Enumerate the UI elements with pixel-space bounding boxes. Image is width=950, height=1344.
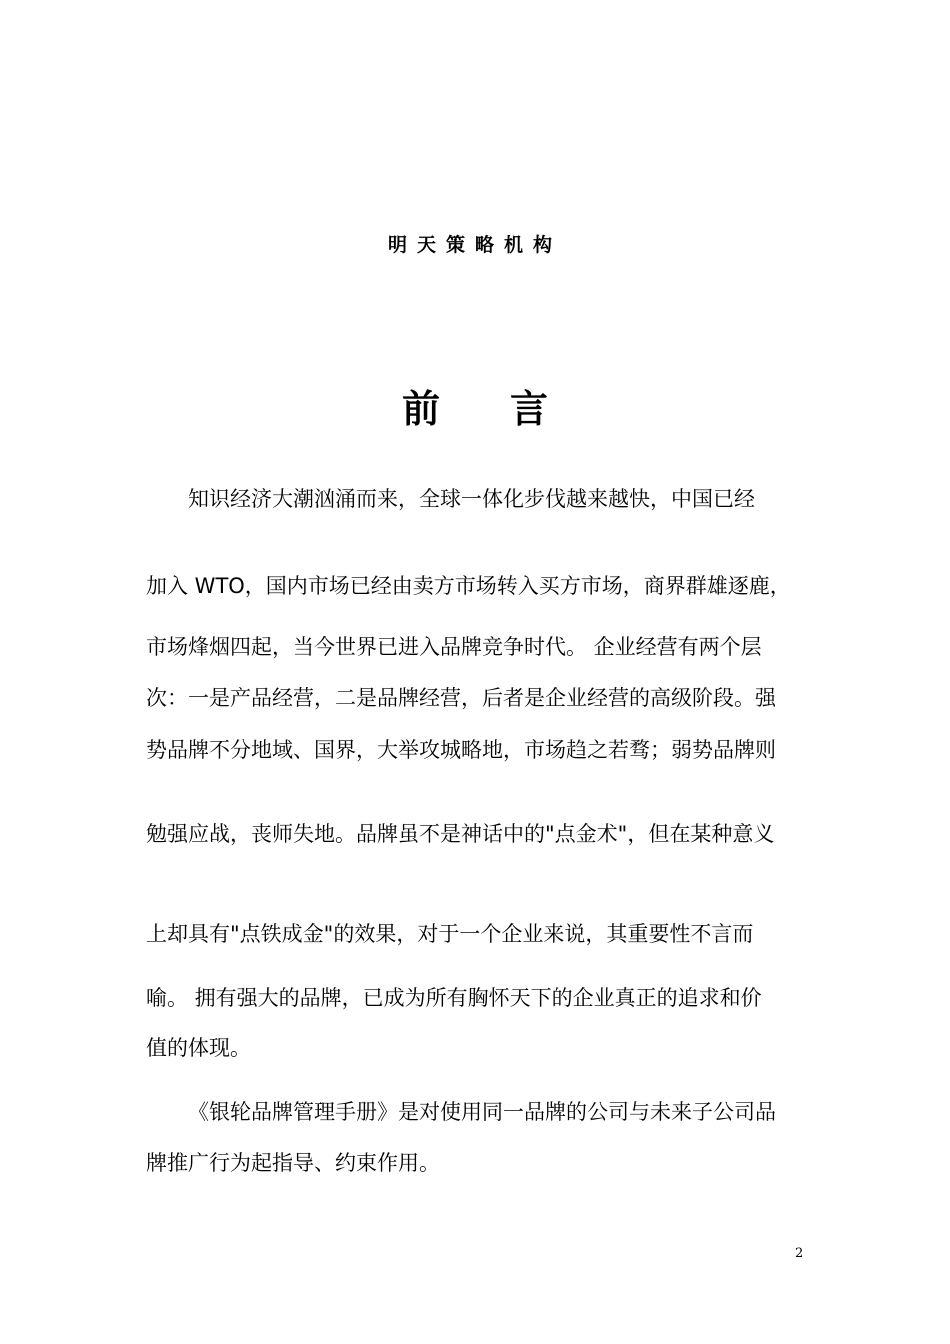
paragraph-line: 势品牌不分地域、国界，大举攻城略地，市场趋之若骛；弱势品牌则 bbox=[146, 738, 776, 762]
paragraph-line: 喻。 拥有强大的品牌，已成为所有胸怀天下的企业真正的追求和价 bbox=[146, 986, 762, 1010]
page-number: 2 bbox=[795, 1246, 804, 1261]
paragraph-line: 牌推广行为起指导、约束作用。 bbox=[146, 1151, 440, 1175]
paragraph-line: 《银轮品牌管理手册》是对使用同一品牌的公司与未来子公司品 bbox=[188, 1100, 776, 1124]
paragraph-line: 次：一是产品经营，二是品牌经营，后者是企业经营的高级阶段。强 bbox=[146, 686, 776, 710]
organization-name: 明天策略机构 bbox=[387, 234, 562, 256]
page-title: 前言 bbox=[401, 387, 618, 431]
paragraph-line: 上却具有"点铁成金"的效果，对于一个企业来说，其重要性不言而 bbox=[146, 922, 754, 946]
paragraph-line: 市场烽烟四起，当今世界已进入品牌竞争时代。 企业经营有两个层 bbox=[146, 635, 762, 659]
paragraph-line: 值的体现。 bbox=[146, 1036, 251, 1060]
paragraph-line: 加入 WTO，国内市场已经由卖方市场转入买方市场，商界群雄逐鹿， bbox=[146, 574, 791, 598]
paragraph-line: 知识经济大潮汹涌而来，全球一体化步伐越来越快，中国已经 bbox=[188, 487, 755, 511]
paragraph-line: 勉强应战，丧师失地。品牌虽不是神话中的"点金术"，但在某种意义 bbox=[146, 822, 775, 846]
